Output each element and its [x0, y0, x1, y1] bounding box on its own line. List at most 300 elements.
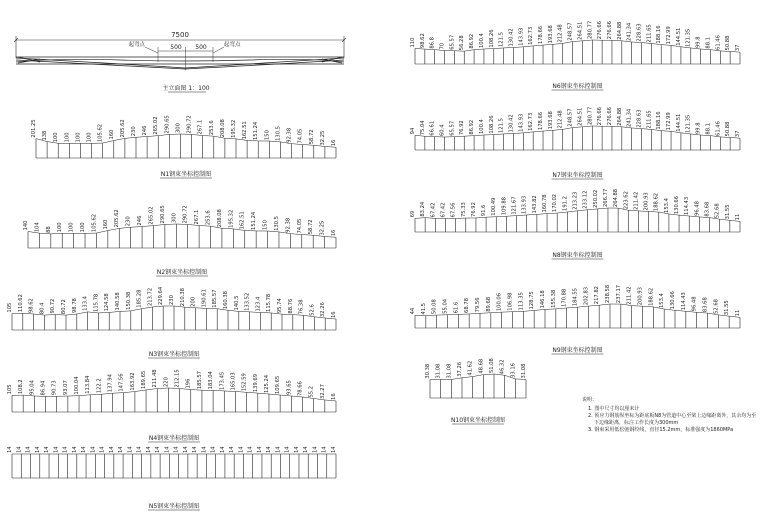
coordinate-value-label: 14 — [99, 446, 106, 453]
coordinate-value-label: 105 — [7, 384, 13, 395]
coordinate-value-label: 123.4 — [255, 296, 262, 312]
coordinate-value-label: 160 — [108, 129, 115, 140]
coordinate-value-label: 114.43 — [680, 292, 687, 311]
coordinate-value-label: 14 — [173, 446, 180, 453]
coordinate-value-label: 67.42 — [430, 202, 437, 218]
tendon-panel-N4 — [7, 369, 337, 442]
coordinate-value-label: 276.66 — [597, 21, 604, 40]
coordinate-value-label: 79.56 — [475, 297, 481, 313]
coordinate-value-label: 14 — [256, 446, 263, 453]
coordinate-value-label: 74.05 — [297, 128, 304, 144]
coordinate-value-label: 300 — [175, 123, 182, 133]
coordinate-value-label: 14 — [25, 446, 32, 453]
coordinate-value-label: 80.4 — [39, 302, 46, 315]
coordinate-value-label: 46.32 — [499, 359, 506, 375]
coordinate-value-label: 211.65 — [646, 110, 653, 129]
coordinate-value-label: 212.48 — [557, 110, 564, 129]
coordinate-value-label: 165.03 — [230, 372, 237, 391]
coordinate-value-label: 160.78 — [542, 194, 549, 213]
coordinate-value-label: 121.5 — [498, 118, 505, 133]
coordinate-value-label: 68.78 — [464, 298, 471, 313]
coordinate-value-label: 30.38 — [425, 363, 431, 379]
coordinate-value-label: 250.02 — [592, 189, 599, 208]
coordinate-value-label: 95.04 — [29, 380, 36, 395]
tendon-panel-N2 — [23, 205, 337, 276]
coordinate-value-label: 264.88 — [616, 107, 623, 126]
coordinate-value-label: 93.07 — [62, 380, 69, 396]
note-item: 1. 图中尺寸均以厘米计 — [588, 406, 640, 412]
coordinate-value-label: 139.69 — [252, 373, 259, 393]
coordinate-value-label: 162.73 — [528, 26, 535, 45]
coordinate-value-label: 66.61 — [429, 120, 436, 136]
coordinate-value-label: 151.24 — [251, 211, 258, 230]
coordinate-value-label: 202.83 — [583, 286, 590, 306]
coordinate-value-label: 185.57 — [196, 371, 203, 390]
coordinate-value-label: 230 — [125, 216, 132, 227]
coordinate-value-label: 217.82 — [594, 286, 601, 305]
coordinate-value-label: 137.94 — [107, 374, 114, 393]
coordinate-value-label: 133.52 — [244, 292, 251, 311]
coordinate-value-label: 185.28 — [136, 289, 143, 308]
coordinate-value-label: 14 — [266, 446, 273, 453]
coordinate-value-label: 188.16 — [656, 111, 663, 130]
tendon-panel-N9 — [410, 285, 741, 354]
coordinate-value-label: 14 — [145, 446, 152, 453]
coordinate-value-label: 196 — [185, 378, 192, 389]
coordinate-value-label: 76.38 — [298, 299, 305, 315]
coordinate-value-label: 100.4 — [478, 33, 485, 48]
coordinate-value-label: 31.55 — [724, 204, 731, 220]
coordinate-value-label: 65.57 — [449, 120, 456, 136]
coordinate-value-label: 172.99 — [666, 112, 673, 131]
coordinate-value-label: 150 — [264, 130, 271, 140]
coordinate-value-label: 14 — [238, 446, 245, 453]
coordinate-value-label: 31.55 — [724, 300, 731, 316]
coordinate-value-label: 210.38 — [179, 288, 186, 307]
coordinate-value-label: 276.66 — [597, 107, 604, 126]
coordinate-value-label: 69 — [410, 210, 416, 218]
coordinate-value-label: 98.78 — [71, 298, 78, 313]
coordinate-value-label: 211.65 — [646, 24, 653, 43]
coordinate-value-label: 11 — [735, 309, 741, 317]
coordinate-value-label: 162.51 — [242, 121, 249, 140]
coordinate-value-label: 14 — [284, 446, 291, 453]
coordinate-value-label: 248.57 — [567, 108, 574, 127]
coordinate-value-label: 264.88 — [613, 188, 620, 208]
coordinate-value-label: 14 — [127, 446, 134, 453]
coordinate-value-label: 41.62 — [467, 360, 474, 376]
panel-title: N4钢束坐标控制图 — [148, 435, 200, 442]
coordinate-value-label: 188.16 — [656, 25, 663, 44]
coordinate-value-label: 14 — [275, 446, 282, 453]
coordinate-value-label: 16 — [331, 229, 337, 237]
coordinate-value-label: 58.72 — [308, 219, 315, 235]
panel-values — [7, 446, 337, 453]
coordinate-value-label: 14 — [293, 446, 300, 453]
coordinate-value-label: 100.4 — [478, 119, 485, 134]
coordinate-value-label: 100 — [75, 132, 82, 143]
coordinate-value-label: 96.48 — [691, 296, 698, 312]
coordinate-value-label: 152.59 — [241, 373, 248, 392]
coordinate-value-label: 33.16 — [510, 363, 517, 378]
coordinate-value-label: 14 — [16, 446, 23, 453]
tendon-panel-N1 — [31, 115, 337, 178]
coordinate-value-label: 130.5 — [275, 126, 282, 141]
beam-outline — [16, 57, 344, 69]
coordinate-value-label: 50.08 — [431, 299, 438, 315]
coordinate-value-label: 121.35 — [685, 28, 692, 47]
coordinate-value-label: 44 — [410, 307, 416, 315]
coordinate-value-label: 31.08 — [435, 363, 442, 379]
coordinate-value-label: 41.5 — [420, 303, 427, 315]
coordinate-value-label: 160 — [102, 219, 109, 230]
coordinate-value-label: 95.74 — [277, 298, 283, 314]
coordinate-value-label: 248.57 — [567, 22, 574, 41]
coordinate-value-label: 237.17 — [615, 284, 622, 304]
dim-right-label: 500 — [195, 44, 207, 51]
coordinate-value-label: 211.42 — [626, 286, 633, 305]
panel-title: N7钢束坐标控制图 — [552, 172, 603, 179]
coordinate-value-label: 184.55 — [572, 288, 579, 307]
coordinate-value-label: 130.66 — [670, 291, 676, 310]
coordinate-value-label: 265.02 — [148, 206, 155, 225]
coordinate-value-label: 14 — [108, 446, 115, 453]
coordinate-value-label: 212.15 — [174, 369, 181, 388]
coordinate-value-label: 155.38 — [550, 289, 557, 308]
coordinate-value-label: 86.8 — [429, 37, 436, 49]
tendon-panel-N10 — [425, 358, 527, 424]
coordinate-value-label: 52.68 — [713, 299, 720, 314]
panel-values — [7, 286, 337, 318]
coordinate-value-label: 14 — [331, 446, 337, 453]
coordinate-value-label: 144.51 — [675, 113, 682, 132]
coordinate-value-label: 130.42 — [508, 28, 515, 47]
coordinate-value-label: 65.57 — [449, 34, 456, 50]
coordinate-value-label: 241.34 — [626, 22, 633, 41]
panel-title: N5钢束坐标控制图 — [148, 503, 200, 510]
coordinate-value-label: 105.62 — [97, 123, 104, 143]
coordinate-value-label: 191.2 — [562, 196, 569, 211]
coordinate-value-label: 100 — [68, 222, 75, 233]
note-item: 3. 钢束采用低松弛钢绞线，直径15.2mm，标准强度为1860MPa — [588, 427, 734, 433]
coordinate-value-label: 246 — [137, 215, 144, 226]
coordinate-value-label: 193.68 — [547, 25, 554, 44]
coordinate-value-label: 246 — [142, 125, 149, 136]
elevation-title: 主立面图 1：100 — [162, 85, 210, 92]
coordinate-value-label: 109.88 — [501, 197, 508, 216]
coordinate-value-label: 212.48 — [557, 24, 564, 43]
coordinate-value-label: 200 — [190, 296, 197, 307]
left-bend-point-label: 起弯点 — [128, 42, 145, 48]
coordinate-value-label: 264.51 — [577, 107, 584, 126]
coordinate-value-label: 61.46 — [715, 121, 722, 136]
coordinate-value-label: 108.2 — [18, 379, 25, 395]
coordinate-value-label: 100.06 — [496, 292, 503, 312]
panel-title: N1钢束坐标控制图 — [160, 171, 212, 178]
coordinate-value-label: 241.34 — [626, 108, 633, 127]
coordinate-value-label: 83.68 — [702, 297, 709, 313]
coordinate-value-label: 151.24 — [253, 121, 260, 140]
coordinate-value-label: 185.57 — [212, 289, 219, 308]
coordinate-value-label: 253.6 — [208, 120, 215, 136]
coordinate-value-label: 100 — [64, 132, 71, 143]
coordinate-value-label: 170.02 — [552, 193, 559, 213]
panel-values — [7, 369, 337, 400]
panel-title: N8钢束坐标控制图 — [552, 252, 603, 259]
coordinate-value-label: 228.63 — [636, 109, 643, 128]
coordinate-value-label: 110.62 — [17, 294, 24, 313]
coordinate-value-label: 37.26 — [457, 361, 463, 377]
coordinate-value-label: 14 — [155, 446, 162, 453]
coordinate-value-label: 162.73 — [528, 112, 535, 131]
coordinate-value-label: 146.18 — [540, 290, 546, 309]
coordinate-value-label: 78.66 — [297, 381, 304, 396]
coordinate-value-label: 267.1 — [194, 209, 201, 225]
coordinate-value-label: 113.84 — [85, 375, 92, 394]
coordinate-value-label: 14 — [312, 446, 319, 453]
coordinate-value-label: 105.62 — [91, 213, 98, 233]
coordinate-value-label: 201.25 — [31, 119, 37, 138]
tendon-panel-N5 — [7, 446, 337, 510]
coordinate-value-label: 100 — [86, 132, 93, 143]
panel-title: N3钢束坐标控制图 — [148, 351, 200, 358]
coordinate-value-label: 14 — [219, 446, 226, 453]
coordinate-value-label: 99.8 — [695, 122, 702, 135]
coordinate-value-label: 264.51 — [577, 21, 584, 40]
panel-title: N9钢束坐标控制图 — [552, 347, 603, 354]
coordinate-value-label: 143.93 — [518, 113, 525, 132]
coordinate-value-label: 86.92 — [469, 119, 476, 135]
coordinate-value-label: 98.62 — [419, 33, 426, 49]
panel-values — [410, 21, 741, 51]
coordinate-value-label: 122.2 — [96, 378, 103, 394]
panel-title: N6钢束坐标控制图 — [552, 83, 603, 90]
coordinate-value-label: 76.92 — [470, 202, 477, 217]
coordinate-value-label: 96.48 — [694, 201, 701, 216]
coordinate-value-label: 32.26 — [320, 302, 327, 318]
coordinate-value-label: 60.4 — [439, 124, 446, 136]
coordinate-value-label: 143.93 — [518, 27, 525, 46]
coordinate-value-label: 195.32 — [228, 209, 235, 228]
coordinate-value-label: 130.42 — [508, 114, 515, 133]
coordinate-value-label: 208.08 — [216, 209, 223, 228]
coordinate-value-label: 121.35 — [685, 114, 692, 133]
panel-values — [410, 189, 741, 221]
coordinate-value-label: 183.04 — [208, 371, 215, 390]
coordinate-value-label: 220 — [163, 377, 170, 387]
coordinate-value-label: 188.62 — [653, 192, 660, 212]
coordinate-value-label: 86.92 — [469, 33, 476, 49]
coordinate-value-label: 280.77 — [587, 106, 594, 125]
coordinate-value-label: 205.62 — [119, 119, 126, 138]
coordinate-value-label: 115.78 — [93, 293, 100, 312]
coordinate-value-label: 14 — [136, 446, 143, 453]
coordinate-value-label: 90.73 — [51, 380, 58, 396]
coordinate-value-label: 100 — [80, 222, 87, 233]
coordinate-value-label: 178.66 — [538, 25, 545, 45]
coordinate-value-label: 205.62 — [114, 209, 121, 228]
tendon-panel-N7 — [410, 107, 741, 179]
coordinate-value-label: 144.51 — [675, 27, 682, 46]
coordinate-value-label: 37 — [735, 44, 741, 52]
coordinate-value-label: 99.8 — [695, 36, 702, 49]
coordinate-value-label: 32.25 — [319, 130, 326, 146]
coordinate-value-label: 140.5 — [233, 295, 240, 311]
coordinate-value-label: 92.38 — [286, 127, 293, 143]
coordinate-value-label: 52.6 — [309, 304, 316, 316]
coordinate-value-label: 253.6 — [205, 210, 212, 226]
coordinate-value-label: 14 — [81, 446, 88, 453]
note-item: 2. 预应力钢筋纵坐标为距底板N8为管道中心至梁上边缘距离外，其余均为至下边缘距离，标注工作长度为300mm — [588, 413, 757, 426]
coordinate-value-label: 80.72 — [61, 299, 67, 315]
coordinate-value-label: 14 — [44, 446, 51, 453]
coordinate-value-label: 228.63 — [636, 23, 643, 42]
coordinate-value-label: 100 — [57, 222, 64, 233]
coordinate-value-label: 67.56 — [450, 202, 457, 218]
coordinate-value-label: 121.5 — [498, 32, 505, 47]
coordinate-value-label: 160.38 — [223, 291, 229, 310]
bend-point-leaders — [145, 47, 224, 53]
coordinate-value-label: 130.5 — [273, 216, 280, 231]
coordinate-value-label: 75.33 — [460, 202, 467, 218]
coordinate-value-label: 121.67 — [511, 196, 518, 215]
coordinate-value-label: 150 — [262, 220, 269, 230]
coordinate-value-label: 150.38 — [125, 291, 132, 310]
coordinate-value-label: 106.98 — [507, 292, 514, 311]
coordinate-value-label: 290.65 — [159, 205, 166, 224]
coordinate-value-label: 48.68 — [478, 358, 485, 374]
right-bend-point-label: 起弯点 — [224, 42, 241, 48]
coordinate-value-label: 147.56 — [118, 373, 125, 392]
coordinate-value-label: 124.58 — [104, 293, 111, 312]
coordinate-value-label: 74.05 — [296, 218, 303, 234]
coordinate-value-label: 163.92 — [129, 372, 136, 391]
coordinate-value-label: 14 — [247, 446, 254, 453]
coordinate-value-label: 14 — [229, 446, 236, 453]
panel-title: N2钢束坐标控制图 — [156, 269, 208, 276]
coordinate-value-label: 173.45 — [219, 371, 226, 390]
notes-header: 说明： — [582, 397, 598, 403]
tendon-panel-N8 — [410, 189, 741, 259]
coordinate-value-label: 140.58 — [115, 292, 121, 311]
coordinate-value-label: 14 — [71, 446, 78, 453]
coordinate-value-label: 276.66 — [606, 107, 613, 126]
coordinate-value-label: 100 — [53, 132, 60, 143]
coordinate-value-label: 88 — [45, 226, 52, 233]
coordinate-value-label: 178.66 — [538, 111, 545, 131]
coordinate-value-label: 264.88 — [616, 21, 623, 40]
coordinate-value-label: 83.24 — [420, 201, 427, 217]
coordinate-value-label: 14 — [182, 446, 189, 453]
coordinate-value-label: 195.32 — [231, 119, 237, 138]
coordinate-value-label: 229.64 — [158, 286, 165, 306]
overall-length-label: 7500 — [171, 31, 189, 39]
coordinate-value-label: 32.27 — [319, 384, 326, 399]
panel-values — [23, 205, 337, 236]
coordinate-value-label: 61.46 — [715, 35, 722, 50]
coordinate-value-label: 125.24 — [263, 374, 270, 394]
coordinate-value-label: 55.2 — [308, 385, 315, 398]
coordinate-value-label: 58.72 — [308, 129, 315, 145]
coordinate-value-label: 31.08 — [521, 363, 527, 379]
coordinate-value-label: 211.48 — [152, 369, 159, 388]
coordinate-value-label: 100.49 — [491, 197, 498, 216]
coordinate-value-label: 113.35 — [518, 292, 525, 311]
coordinate-value-label: 56.28 — [459, 35, 466, 51]
dim-left-label: 500 — [170, 44, 182, 51]
coordinate-value-label: 115.78 — [266, 293, 273, 312]
coordinate-value-label: 83.68 — [704, 201, 711, 217]
coordinate-value-label: 91.6 — [481, 204, 488, 217]
panel-ticks — [12, 454, 336, 478]
coordinate-value-label: 88.1 — [705, 37, 712, 49]
panel-values — [31, 115, 337, 146]
coordinate-value-label: 14 — [210, 446, 217, 453]
coordinate-value-label: 193.68 — [547, 111, 554, 130]
coordinate-value-label: 94 — [410, 127, 416, 135]
coordinate-value-label: 14 — [53, 446, 60, 453]
coordinate-value-label: 93.65 — [286, 380, 293, 396]
coordinate-value-label: 14 — [34, 446, 41, 453]
coordinate-value-label: 267.1 — [197, 119, 204, 135]
coordinate-value-label: 16 — [331, 311, 337, 319]
coordinate-value-label: 92.38 — [285, 217, 292, 233]
coordinate-value-label: 213.72 — [147, 287, 154, 306]
coordinate-value-label: 138 — [42, 130, 49, 141]
coordinate-value-label: 37 — [735, 130, 741, 138]
coordinate-value-label: 88.76 — [287, 298, 294, 314]
coordinate-value-label: 50.88 — [725, 35, 732, 51]
coordinate-value-label: 100.04 — [74, 376, 81, 395]
coordinate-value-label: 190.61 — [201, 289, 208, 308]
coordinate-value-label: 172.99 — [666, 26, 673, 45]
coordinate-value-label: 189.65 — [141, 370, 148, 389]
coordinate-value-label: 14 — [303, 446, 310, 453]
panel-values — [410, 285, 741, 317]
coordinate-value-label: 109.65 — [275, 375, 282, 395]
coordinate-value-label: 265.02 — [153, 116, 160, 135]
coordinate-value-label: 276.66 — [606, 21, 613, 40]
coordinate-value-label: 76.92 — [459, 120, 466, 136]
coordinate-value-label: 133.93 — [521, 195, 528, 214]
coordinate-value-label: 31.08 — [446, 363, 453, 379]
coordinate-value-label: 67.42 — [440, 202, 447, 218]
coordinate-value-label: 14 — [90, 446, 97, 453]
coordinate-value-label: 52.68 — [714, 203, 721, 219]
design-notes — [582, 397, 760, 434]
coordinate-value-label: 98.62 — [28, 298, 35, 313]
coordinate-value-label: 14 — [7, 446, 13, 453]
panel-title: N10钢束坐标控制图 — [450, 417, 506, 424]
coordinate-value-label: 86.94 — [40, 380, 47, 396]
panel-values — [410, 107, 741, 137]
coordinate-value-label: 114.43 — [684, 196, 691, 215]
coordinate-value-label: 14 — [118, 446, 125, 453]
coordinate-value-label: 230 — [169, 295, 175, 305]
coordinate-value-label: 14 — [201, 446, 208, 453]
coordinate-value-label: 14 — [62, 446, 69, 453]
coordinate-value-label: 133.4 — [82, 296, 89, 311]
coordinate-value-label: 200.93 — [637, 287, 644, 306]
coordinate-value-label: 130.66 — [674, 195, 681, 215]
coordinate-value-label: 14 — [321, 446, 328, 453]
coordinate-value-label: 188.62 — [648, 287, 655, 306]
coordinate-value-label: 108.26 — [488, 29, 495, 48]
coordinate-value-label: 16 — [331, 139, 337, 147]
coordinate-value-label: 14 — [192, 446, 199, 453]
coordinate-value-label: 143.82 — [531, 195, 538, 214]
coordinate-value-label: 140 — [23, 220, 29, 231]
